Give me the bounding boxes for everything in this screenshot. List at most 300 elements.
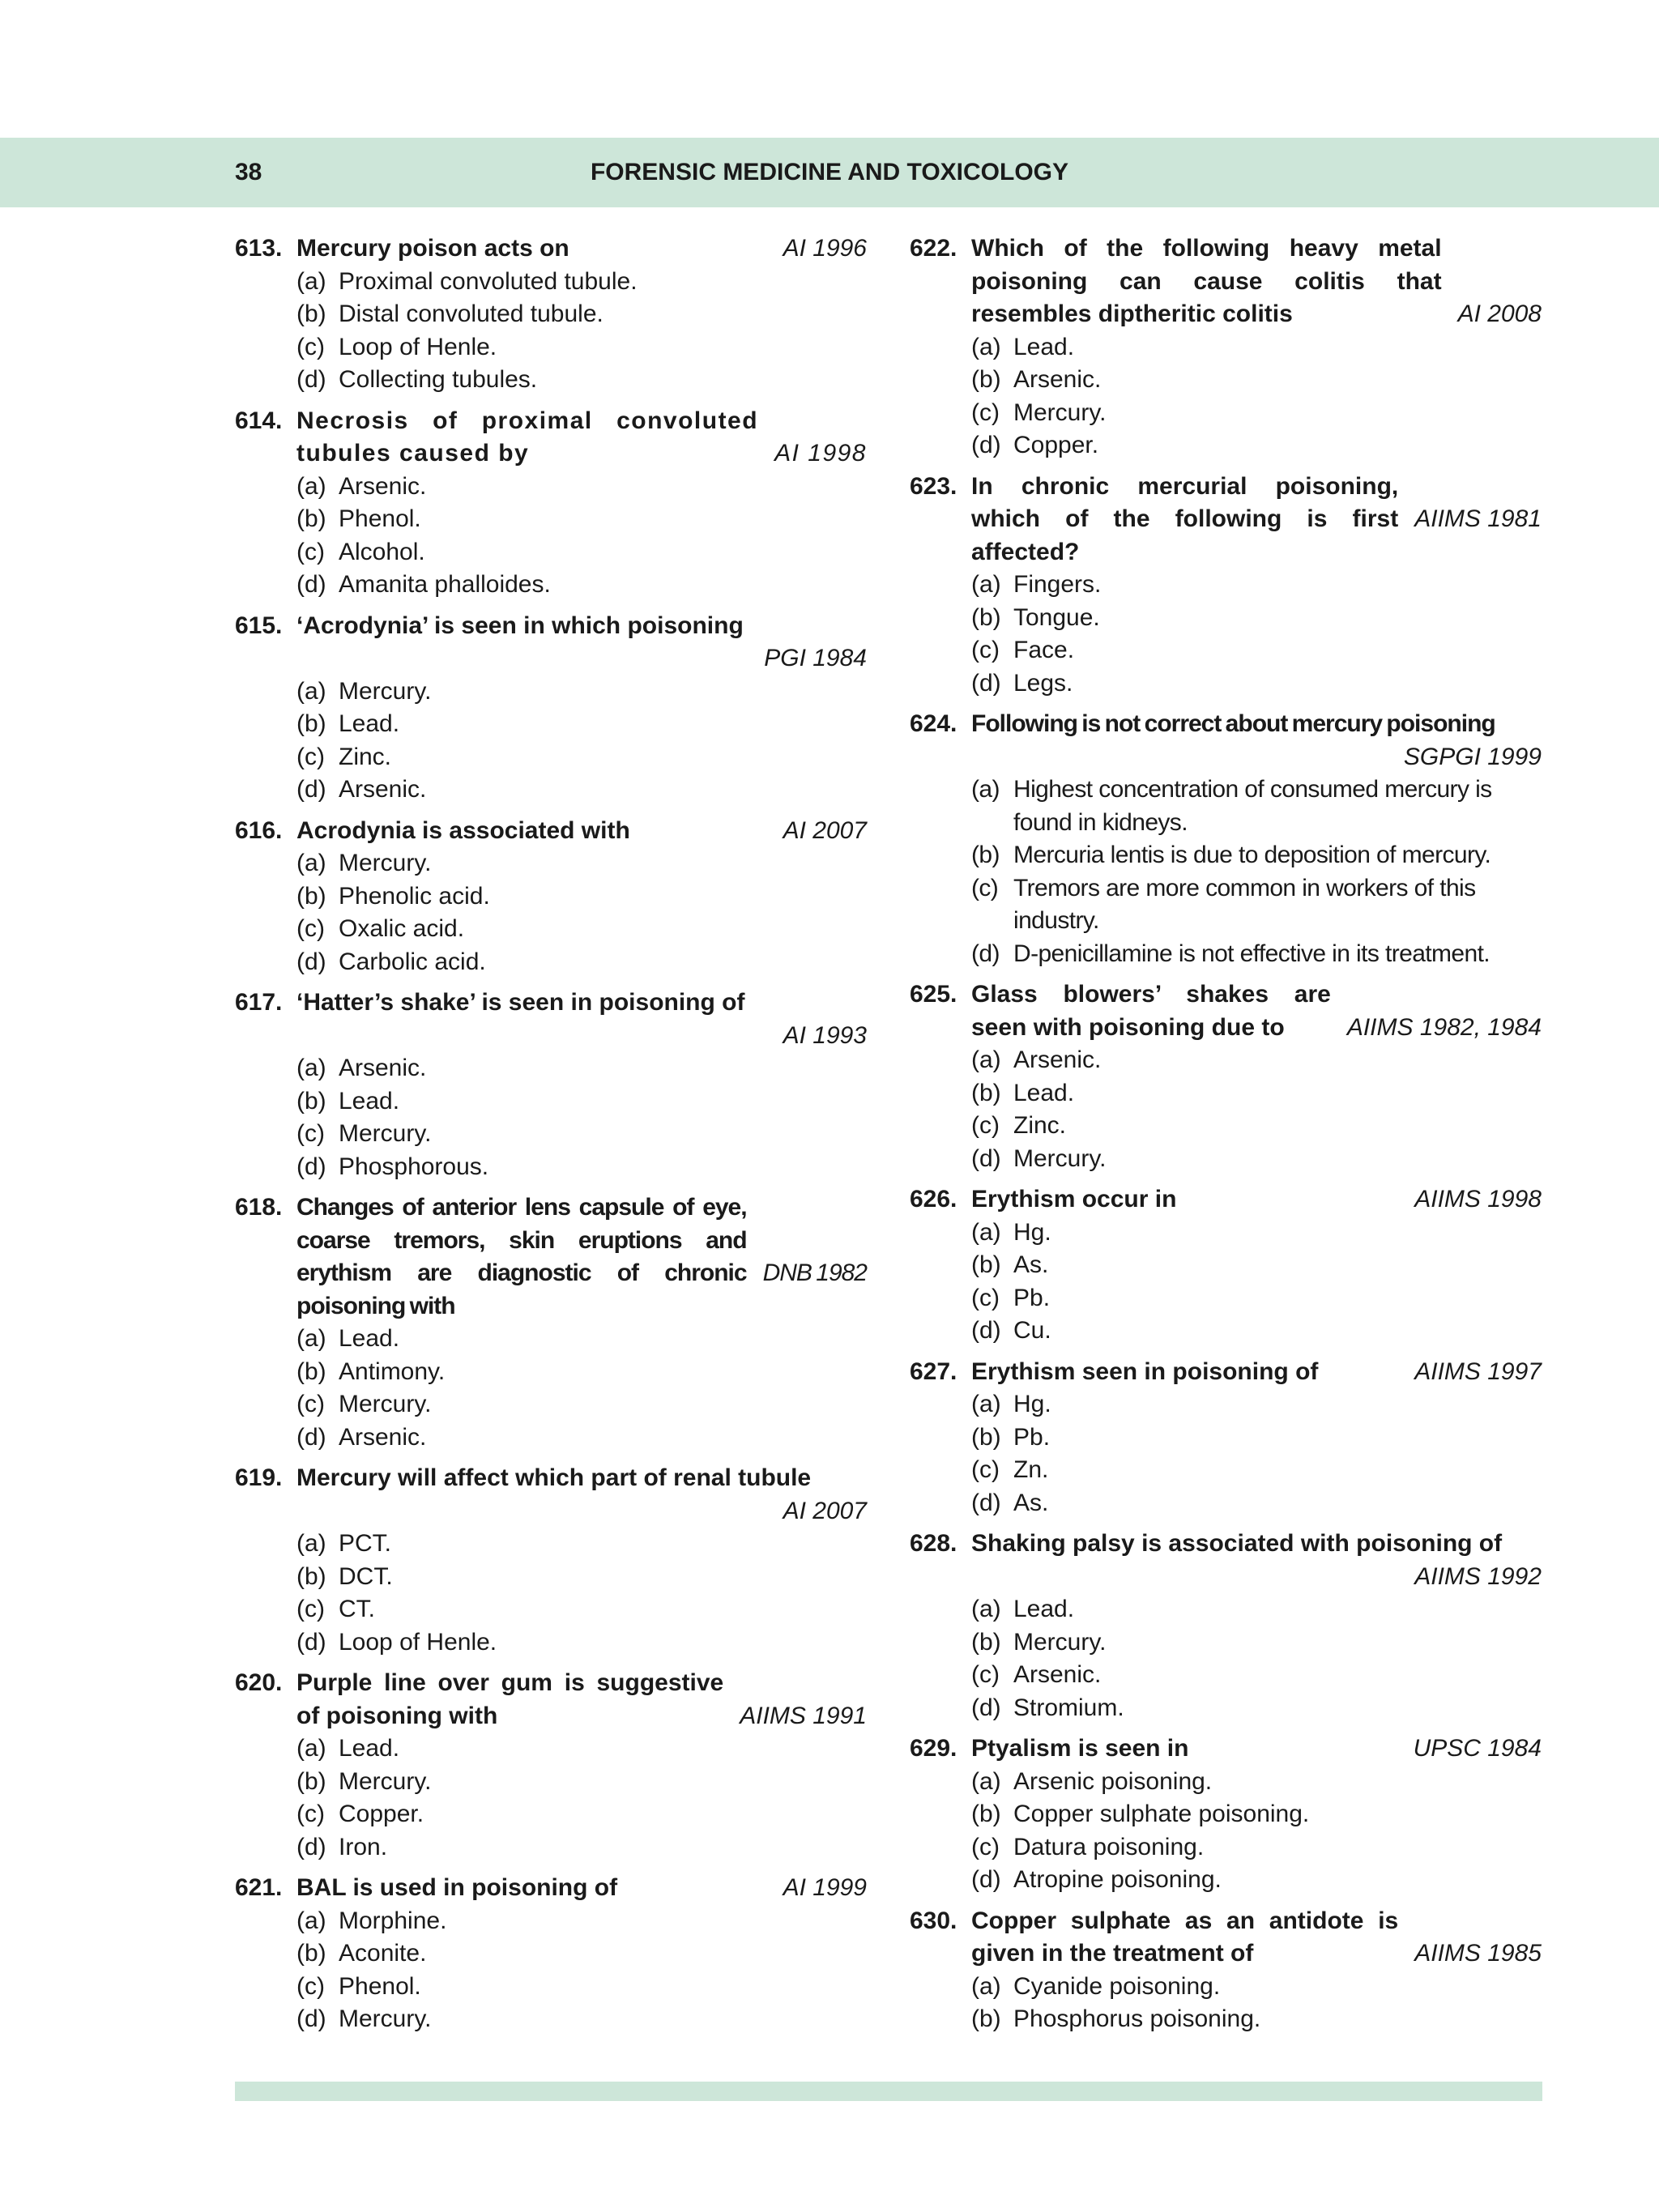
option-label: (b) — [971, 1628, 1001, 1656]
option-label: (c) — [971, 874, 999, 901]
question-text: Changes of anterior lens capsule of eye, coarse tremors, skin eruptions and erythism are diagnostic of chronic poisoning with — [296, 1194, 747, 1319]
question-stem — [971, 1183, 1542, 1217]
option-text: CT. — [339, 1596, 375, 1622]
question-source: AIIMS 1998 — [1414, 1186, 1542, 1213]
option-d — [971, 1864, 1542, 1897]
question-stem — [971, 232, 1542, 331]
question-number: 615. — [235, 612, 283, 639]
question-source: AI 2007 — [783, 816, 867, 844]
option-label: (c) — [296, 1596, 325, 1622]
option-label: (a) — [296, 1055, 326, 1081]
option-label: (a) — [971, 776, 1000, 803]
option-label: (d) — [296, 1628, 326, 1656]
option-label: (a) — [971, 1596, 1001, 1622]
option-label: (c) — [296, 743, 325, 770]
option-label: (b) — [296, 1087, 326, 1115]
option-label: (c) — [971, 1661, 1000, 1688]
question-stem — [296, 1667, 867, 1733]
option-label: (c) — [971, 1456, 1000, 1483]
option-label: (c) — [296, 1801, 325, 1827]
option-label: (c) — [971, 1112, 1000, 1139]
question-stem — [296, 1872, 867, 1905]
option-d — [296, 2003, 867, 2036]
option-label: (a) — [971, 1391, 1001, 1417]
option-text: Lead. — [339, 710, 400, 737]
option-label: (d) — [296, 776, 326, 803]
question-number: 622. — [910, 235, 957, 262]
option-c — [296, 1388, 867, 1421]
question-source: SGPGI 1999 — [1403, 743, 1542, 770]
option-a — [296, 1733, 867, 1766]
question-number: 620. — [235, 1669, 283, 1696]
question-614 — [235, 405, 867, 602]
question-text: BAL is used in poisoning of — [296, 1874, 618, 1901]
option-d — [296, 1626, 867, 1660]
option-a — [971, 1217, 1542, 1250]
option-label: (a) — [971, 571, 1001, 598]
option-label: (d) — [296, 1423, 326, 1451]
option-c — [296, 1971, 867, 2004]
option-label: (a) — [971, 1046, 1001, 1073]
option-text: DCT. — [339, 1562, 393, 1590]
question-text: Necrosis of proximal convoluted tubules caused by — [296, 407, 759, 467]
option-text: Arsenic. — [339, 776, 427, 803]
question-text: Erythism seen in poisoning of — [971, 1357, 1319, 1385]
option-a — [296, 847, 867, 880]
option-b — [971, 1077, 1542, 1110]
question-626 — [910, 1183, 1542, 1348]
option-text: Mercury. — [339, 2005, 432, 2032]
option-text: Hg. — [1013, 1391, 1051, 1417]
question-source: AI 2008 — [1457, 300, 1542, 327]
option-label: (b) — [296, 1767, 326, 1795]
question-615 — [235, 610, 867, 807]
option-text: Datura poisoning. — [1013, 1833, 1205, 1860]
question-number: 613. — [235, 235, 283, 262]
question-number: 626. — [910, 1186, 957, 1213]
option-a — [971, 1044, 1542, 1077]
option-text: Aconite. — [339, 1940, 427, 1967]
option-text: Mercury. — [1013, 1628, 1107, 1656]
option-label: (b) — [296, 710, 326, 737]
question-text: Ptyalism is seen in — [971, 1735, 1189, 1762]
question-stem — [971, 1356, 1542, 1389]
option-label: (d) — [971, 1866, 1001, 1893]
option-label: (b) — [971, 1801, 1001, 1827]
option-a — [971, 569, 1542, 602]
option-label: (b) — [971, 1079, 1001, 1106]
option-b — [296, 1766, 867, 1799]
option-text: Carbolic acid. — [339, 948, 486, 975]
option-label: (a) — [296, 677, 326, 705]
question-text: Acrodynia is associated with — [296, 816, 630, 844]
option-label: (c) — [971, 399, 1000, 426]
option-d — [971, 938, 1542, 971]
option-label: (a) — [296, 1735, 326, 1762]
option-text: Mercury. — [1013, 399, 1107, 426]
option-label: (a) — [296, 1325, 326, 1352]
option-b — [296, 298, 867, 331]
question-625 — [910, 978, 1542, 1175]
question-stem — [971, 471, 1542, 569]
option-text: Amanita phalloides. — [339, 571, 551, 598]
option-b — [971, 1798, 1542, 1831]
option-d — [296, 569, 867, 602]
question-stem — [971, 1905, 1542, 1971]
option-text: Phenolic acid. — [339, 882, 490, 910]
option-label: (a) — [971, 1972, 1001, 2000]
option-text: Phenol. — [339, 1972, 421, 2000]
option-a — [971, 1766, 1542, 1799]
option-text: Cyanide poisoning. — [1013, 1972, 1221, 2000]
question-number: 614. — [235, 407, 283, 434]
option-a — [296, 1323, 867, 1356]
option-text: Cu. — [1013, 1317, 1051, 1344]
option-label: (a) — [296, 1907, 326, 1934]
option-b — [296, 880, 867, 914]
option-text: Lead. — [1013, 333, 1075, 360]
option-c — [971, 1454, 1542, 1487]
option-b — [296, 1561, 867, 1594]
option-c — [971, 872, 1542, 938]
option-b — [971, 2003, 1542, 2036]
option-c — [971, 1659, 1542, 1692]
option-text: D-penicillamine is not effective in its treatment. — [1013, 940, 1491, 967]
option-b — [296, 503, 867, 536]
question-623 — [910, 471, 1542, 701]
option-label: (d) — [296, 948, 326, 975]
option-text: Collecting tubules. — [339, 366, 538, 393]
option-c — [971, 1831, 1542, 1865]
option-text: Arsenic. — [339, 1055, 427, 1081]
option-c — [296, 536, 867, 569]
option-b — [296, 1085, 867, 1119]
option-c — [296, 1593, 867, 1626]
question-source: AI 1993 — [783, 1021, 867, 1049]
option-label: (b) — [971, 603, 1001, 631]
option-text: Stromium. — [1013, 1694, 1124, 1721]
option-d — [296, 1831, 867, 1865]
option-d — [971, 429, 1542, 462]
question-618 — [235, 1191, 867, 1454]
question-stem — [296, 815, 867, 848]
question-number: 628. — [910, 1530, 957, 1557]
question-624 — [910, 708, 1542, 970]
question-number: 629. — [910, 1735, 957, 1762]
option-c — [971, 634, 1542, 667]
option-label: (a) — [296, 472, 326, 500]
option-text: Alcohol. — [339, 538, 425, 565]
option-c — [971, 397, 1542, 430]
option-label: (c) — [296, 1120, 325, 1147]
option-label: (a) — [296, 267, 326, 295]
option-label: (c) — [971, 1833, 1000, 1860]
option-text: Lead. — [339, 1087, 400, 1115]
running-head: FORENSIC MEDICINE AND TOXICOLOGY — [590, 159, 1069, 185]
question-text: Following is not correct about mercury poisoning — [971, 710, 1495, 737]
question-source: AIIMS 1982, 1984 — [1346, 1013, 1542, 1041]
option-label: (b) — [296, 1940, 326, 1967]
option-text: Mercury. — [339, 1120, 432, 1147]
option-a — [296, 676, 867, 709]
question-number: 627. — [910, 1357, 957, 1385]
question-stem — [971, 978, 1542, 1044]
question-source: AIIMS 1991 — [740, 1702, 867, 1729]
right-column — [910, 232, 1542, 2044]
option-label: (d) — [971, 669, 1001, 697]
option-d — [296, 364, 867, 397]
option-text: Zn. — [1013, 1456, 1049, 1483]
option-label: (a) — [971, 333, 1001, 360]
option-label: (c) — [296, 1391, 325, 1417]
option-label: (a) — [296, 850, 326, 876]
option-text: Arsenic. — [1013, 1661, 1102, 1688]
option-text: Loop of Henle. — [339, 1628, 497, 1656]
option-a — [971, 1971, 1542, 2004]
option-label: (b) — [971, 1251, 1001, 1278]
option-b — [971, 839, 1542, 872]
option-label: (b) — [971, 842, 1000, 868]
option-text: Copper sulphate poisoning. — [1013, 1801, 1310, 1827]
question-619 — [235, 1462, 867, 1659]
question-text: Mercury will affect which part of renal tubule — [296, 1464, 812, 1491]
option-c — [971, 1110, 1542, 1143]
option-b — [971, 1249, 1542, 1282]
question-number: 616. — [235, 816, 283, 844]
question-629 — [910, 1733, 1542, 1897]
option-c — [296, 913, 867, 946]
option-a — [296, 1052, 867, 1085]
option-text: PCT. — [339, 1530, 392, 1557]
question-source: PGI 1984 — [764, 645, 867, 671]
question-source: UPSC 1984 — [1413, 1735, 1542, 1762]
option-label: (c) — [296, 333, 325, 360]
option-label: (d) — [971, 940, 1000, 967]
option-text: Pb. — [1013, 1423, 1051, 1451]
option-text: Lead. — [1013, 1596, 1075, 1622]
question-number: 621. — [235, 1874, 283, 1901]
question-source: AI 1996 — [783, 235, 867, 262]
option-c — [296, 1118, 867, 1151]
question-source: AIIMS 1985 — [1414, 1940, 1542, 1967]
option-text: Copper. — [339, 1801, 424, 1827]
question-stem — [296, 405, 867, 471]
option-label: (a) — [971, 1767, 1001, 1795]
question-622 — [910, 232, 1542, 462]
option-b — [296, 1937, 867, 1971]
option-a — [296, 1905, 867, 1938]
option-text: Mercuria lentis is due to deposition of mercury. — [1013, 842, 1491, 868]
option-text: Loop of Henle. — [339, 333, 497, 360]
option-b — [971, 1421, 1542, 1455]
option-text: Lead. — [1013, 1079, 1075, 1106]
option-text: Lead. — [339, 1735, 400, 1762]
option-d — [296, 774, 867, 807]
option-label: (b) — [296, 505, 326, 532]
option-text: Phosphorus poisoning. — [1013, 2005, 1261, 2032]
option-label: (b) — [971, 366, 1001, 393]
option-label: (b) — [296, 1357, 326, 1385]
left-column — [235, 232, 867, 2044]
option-d — [971, 1143, 1542, 1176]
question-628 — [910, 1528, 1542, 1724]
option-b — [971, 1626, 1542, 1660]
option-text: Highest concentration of consumed mercury is found in kidneys. — [1013, 776, 1492, 836]
question-617 — [235, 987, 867, 1183]
question-number: 624. — [910, 710, 957, 737]
question-source: AIIMS 1992 — [1414, 1562, 1542, 1590]
option-text: Zinc. — [339, 743, 392, 770]
question-source: AIIMS 1997 — [1414, 1357, 1542, 1385]
question-621 — [235, 1872, 867, 2036]
option-label: (d) — [296, 2005, 326, 2032]
question-text: Erythism occur in — [971, 1186, 1177, 1213]
option-d — [296, 1421, 867, 1455]
option-text: Tremors are more common in workers of this industry. — [1013, 874, 1476, 934]
question-text: Purple line over gum is suggestive of poisoning with — [296, 1669, 724, 1729]
option-label: (c) — [296, 1972, 325, 2000]
question-text: Copper sulphate as an antidote is given in the treatment of — [971, 1907, 1399, 1967]
option-text: Face. — [1013, 637, 1075, 663]
question-source: AI 1998 — [774, 440, 867, 467]
option-text: Morphine. — [339, 1907, 447, 1934]
option-label: (a) — [971, 1218, 1001, 1246]
option-a — [296, 471, 867, 504]
page-number: 38 — [235, 159, 262, 185]
option-b — [971, 602, 1542, 635]
question-text: In chronic mercurial poisoning, which of the following is first affected? — [971, 472, 1399, 565]
option-text: As. — [1013, 1489, 1049, 1516]
option-label: (b) — [296, 882, 326, 910]
option-label: (d) — [971, 432, 1001, 458]
option-label: (b) — [296, 1562, 326, 1590]
option-text: Phenol. — [339, 505, 421, 532]
option-text: Arsenic. — [339, 1423, 427, 1451]
question-616 — [235, 815, 867, 979]
question-text: Which of the following heavy metal poisoning can cause colitis that resembles diptheritic colitis — [971, 235, 1442, 327]
question-630 — [910, 1905, 1542, 2036]
question-613 — [235, 232, 867, 397]
option-label: (d) — [971, 1144, 1001, 1172]
question-number: 617. — [235, 989, 283, 1016]
option-text: Copper. — [1013, 432, 1099, 458]
option-c — [296, 741, 867, 774]
option-label: (c) — [971, 1284, 1000, 1311]
option-text: Arsenic. — [1013, 366, 1102, 393]
option-a — [971, 331, 1542, 364]
option-label: (d) — [971, 1489, 1001, 1516]
question-stem — [296, 232, 867, 266]
option-text: Iron. — [339, 1833, 388, 1860]
option-text: Proximal convoluted tubule. — [339, 267, 638, 295]
option-text: Zinc. — [1013, 1112, 1067, 1139]
option-d — [971, 667, 1542, 701]
option-text: Arsenic poisoning. — [1013, 1767, 1213, 1795]
question-stem — [971, 1733, 1542, 1766]
option-d — [971, 1487, 1542, 1520]
option-text: Arsenic. — [1013, 1046, 1102, 1073]
option-label: (a) — [296, 1530, 326, 1557]
option-label: (c) — [971, 637, 1000, 663]
option-d — [971, 1692, 1542, 1725]
option-text: Legs. — [1013, 669, 1073, 697]
question-number: 630. — [910, 1907, 957, 1934]
option-a — [296, 1528, 867, 1561]
option-text: Mercury. — [339, 677, 432, 705]
question-text: ‘Acrodynia’ is seen in which poisoning — [296, 612, 744, 639]
option-b — [971, 364, 1542, 397]
option-label: (b) — [971, 1423, 1001, 1451]
question-text: Glass blowers’ shakes are seen with poisoning due to — [971, 981, 1331, 1041]
question-text: ‘Hatter’s shake’ is seen in poisoning of — [296, 989, 745, 1016]
question-source: AIIMS 1981 — [1414, 505, 1542, 532]
option-label: (b) — [971, 2005, 1001, 2032]
option-d — [296, 1151, 867, 1184]
question-627 — [910, 1356, 1542, 1520]
option-label: (b) — [296, 300, 326, 327]
option-a — [296, 266, 867, 299]
option-a — [971, 774, 1542, 839]
option-text: Tongue. — [1013, 603, 1100, 631]
option-b — [296, 1356, 867, 1389]
option-a — [971, 1388, 1542, 1421]
question-620 — [235, 1667, 867, 1864]
option-text: As. — [1013, 1251, 1049, 1278]
option-text: Pb. — [1013, 1284, 1051, 1311]
option-b — [296, 708, 867, 741]
option-text: Distal convoluted tubule. — [339, 300, 603, 327]
option-text: Mercury. — [339, 850, 432, 876]
option-label: (d) — [296, 366, 326, 393]
option-c — [971, 1282, 1542, 1315]
question-number: 623. — [910, 472, 957, 500]
question-source: AI 2007 — [783, 1497, 867, 1524]
option-label: (d) — [971, 1694, 1001, 1721]
option-label: (d) — [296, 571, 326, 598]
option-text: Lead. — [339, 1325, 400, 1352]
option-text: Atropine poisoning. — [1013, 1866, 1222, 1893]
question-source: DNB 1982 — [762, 1259, 867, 1286]
question-text: Shaking palsy is associated with poisoning of — [971, 1530, 1503, 1557]
option-label: (d) — [296, 1153, 326, 1180]
option-text: Antimony. — [339, 1357, 446, 1385]
option-label: (d) — [971, 1317, 1001, 1344]
option-text: Oxalic acid. — [339, 915, 465, 942]
option-d — [296, 946, 867, 979]
option-text: Mercury. — [339, 1391, 432, 1417]
option-text: Mercury. — [339, 1767, 432, 1795]
question-source: AI 1999 — [783, 1874, 867, 1901]
option-text: Phosphorous. — [339, 1153, 489, 1180]
question-number: 625. — [910, 981, 957, 1008]
footer-band — [235, 2082, 1542, 2101]
option-label: (d) — [296, 1833, 326, 1860]
question-number: 618. — [235, 1194, 283, 1221]
option-label: (c) — [296, 915, 325, 942]
option-label: (c) — [296, 538, 325, 565]
question-stem — [296, 1191, 867, 1323]
question-text: Mercury poison acts on — [296, 235, 569, 262]
option-text: Arsenic. — [339, 472, 427, 500]
option-c — [296, 331, 867, 364]
option-text: Fingers. — [1013, 571, 1102, 598]
option-d — [971, 1315, 1542, 1348]
option-c — [296, 1798, 867, 1831]
option-a — [971, 1593, 1542, 1626]
option-text: Mercury. — [1013, 1144, 1107, 1172]
question-number: 619. — [235, 1464, 283, 1491]
option-text: Hg. — [1013, 1218, 1051, 1246]
